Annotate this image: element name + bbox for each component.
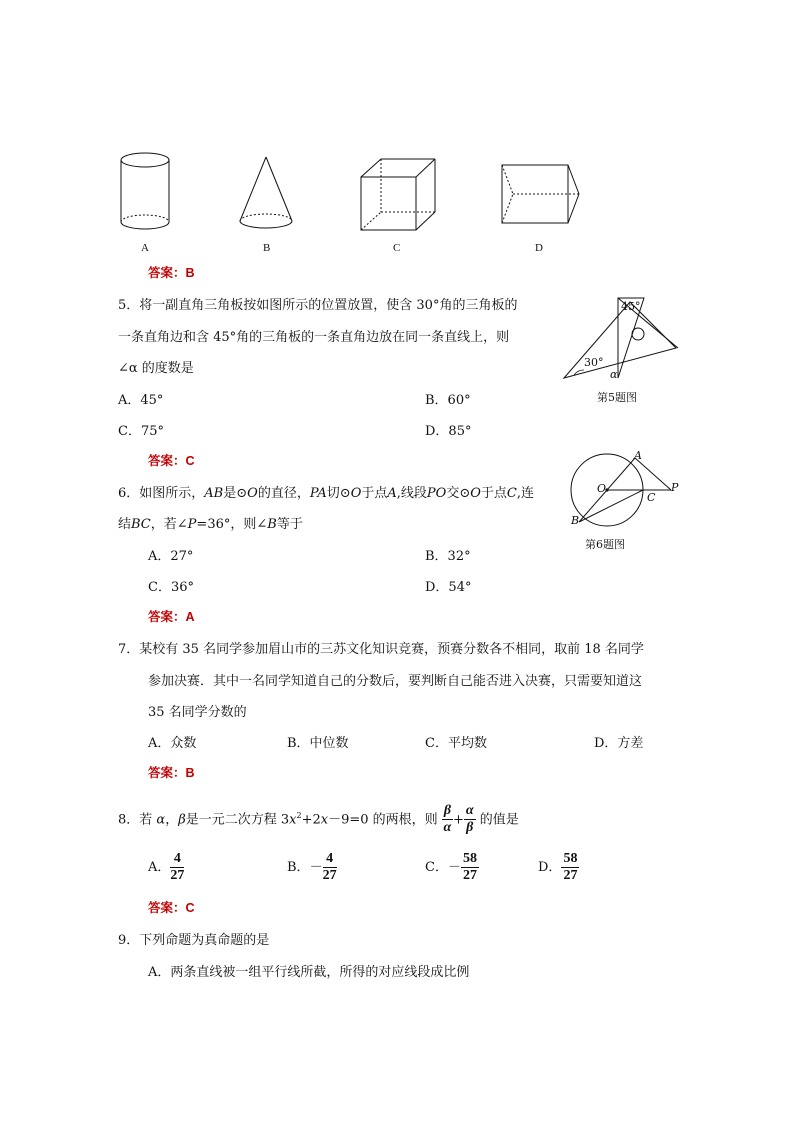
q7-option-b: B．中位数 xyxy=(287,736,349,751)
q7-line2: 参加决赛．其中一名同学知道自己的分数后，要判断自己能否进入决赛，只需要知道这 xyxy=(148,674,643,689)
q6-point-a: A xyxy=(634,449,642,462)
q8-answer: 答案：C xyxy=(148,900,195,915)
q7-option-c: C．平均数 xyxy=(425,736,487,751)
q6-figure-caption: 第6题图 xyxy=(585,538,625,551)
q8-option-b: B．－ $\frac{4}{27}$ xyxy=(287,851,337,883)
q5-figure-caption: 第5题图 xyxy=(597,391,637,404)
cone-figure xyxy=(235,155,305,235)
prism-figure xyxy=(497,160,587,235)
cylinder-figure xyxy=(112,150,182,235)
figure-label-b: B xyxy=(263,242,271,254)
q6-option-a: A．27° xyxy=(148,549,194,564)
figure-label-c: C xyxy=(393,242,401,254)
q7-answer: 答案：B xyxy=(148,765,195,780)
q6-option-c: C．36° xyxy=(148,580,194,595)
q5-angle-45: 45° xyxy=(621,300,641,313)
q8-fraction-alpha-beta: $\frac{\alpha}{\beta}$ xyxy=(465,803,474,836)
q6-line1: 6．如图所示，AB是⊙O的直径，PA切⊙O于点A,线段PO交⊙O于点C,连 xyxy=(118,486,534,501)
q4-answer: 答案：B xyxy=(148,265,195,280)
q6-option-d: D．54° xyxy=(425,580,472,595)
q8-fraction-beta-alpha: $\frac{\beta}{\alpha}$ xyxy=(443,803,452,836)
q8-stem: 8．若 α，β是一元二次方程 $3x^2+2x-9=0$ 的两根，则 $\frac{\beta}{\alpha}$ + $\frac{\alpha}{\beta}$ 的值是 xyxy=(118,803,519,836)
q5-line3: ∠α 的度数是 xyxy=(118,361,194,376)
q6-answer: 答案：A xyxy=(148,609,195,624)
q8-option-a: A． $\frac{4}{27}$ xyxy=(148,851,185,883)
q5-line2: 一条直角边和含 45°角的三角板的一条直角边放在同一条直线上，则 xyxy=(118,330,510,345)
q5-option-a: A．45° xyxy=(118,393,164,408)
q7-option-a: A．众数 xyxy=(148,736,197,751)
q7-option-d: D．方差 xyxy=(594,736,644,751)
q5-line1: 5．将一副直角三角板按如图所示的位置放置，使含 30°角的三角板的 xyxy=(118,298,518,313)
cube-figure xyxy=(355,155,445,235)
q9-option-a: A．两条直线被一组平行线所截，所得的对应线段成比例 xyxy=(148,965,470,980)
q6-point-o: O xyxy=(597,482,607,495)
q6-point-c: C xyxy=(647,491,656,504)
q8-option-c: C．－ $\frac{58}{27}$ xyxy=(425,851,477,883)
q9-line1: 9．下列命题为真命题的是 xyxy=(118,933,270,948)
q6-line2: 结BC，若∠P=36°，则∠B等于 xyxy=(118,517,303,532)
q5-option-c: C．75° xyxy=(118,424,164,439)
q7-line1: 7．某校有 35 名同学参加眉山市的三苏文化知识竞赛，预赛分数各不相同，取前 18 名同学 xyxy=(118,642,644,657)
q8-option-d: D． $\frac{58}{27}$ xyxy=(538,851,578,883)
figure-label-d: D xyxy=(535,242,543,254)
q6-point-p: P xyxy=(671,481,679,494)
q5-option-d: D．85° xyxy=(425,424,472,439)
q5-angle-30: 30° xyxy=(584,356,604,369)
q5-alpha: α xyxy=(610,368,618,381)
q5-option-b: B．60° xyxy=(425,393,471,408)
figure-label-a: A xyxy=(141,242,149,254)
q7-line3: 35 名同学分数的 xyxy=(148,705,247,720)
q5-answer: 答案：C xyxy=(148,453,195,468)
q6-circle-figure xyxy=(565,450,685,535)
q6-point-b: B xyxy=(571,514,580,527)
q6-option-b: B．32° xyxy=(425,549,471,564)
